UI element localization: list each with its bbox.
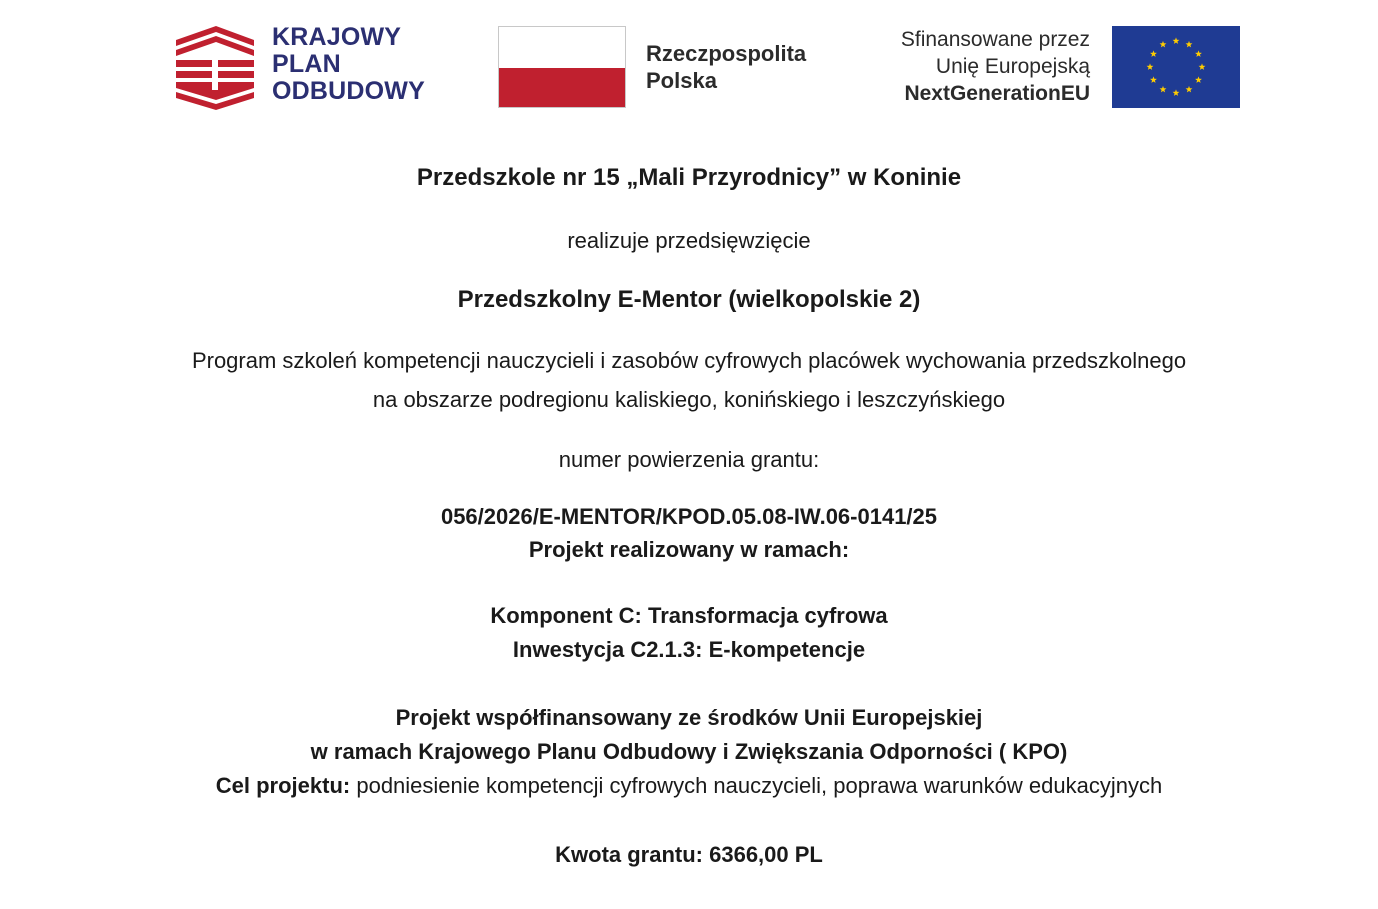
kpo-line-3: ODBUDOWY [272, 77, 425, 105]
grant-number-label: numer powierzenia grantu: [558, 447, 820, 472]
eu-logo [856, 26, 1240, 110]
component-text: Komponent C: Transformacja cyfrowa [490, 603, 888, 628]
kpo-line-1: KRAJOWY [272, 23, 402, 51]
eu-flag-icon [1112, 26, 1240, 108]
goal-text: podniesienie kompetencji cyfrowych nauczycieli, poprawa warunków edukacyjnych [350, 773, 1163, 798]
kpo-line-2: PLAN [272, 50, 341, 78]
realizes-text: realizuje przedsięwzięcie [567, 228, 811, 253]
grant-number: 056/2026/E-MENTOR/KPOD.05.08-IW.06-0141/25 [440, 504, 938, 529]
polish-flag-icon [498, 26, 626, 108]
project-name: Przedszkolny E-Mentor (wielkopolskie 2) [457, 286, 921, 313]
project-goal [0, 773, 1378, 799]
goal-label: Cel projektu: [215, 773, 351, 798]
program-line-1: Program szkoleń kompetencji nauczycieli i zasobów cyfrowych placówek wychowania przedszkolnego [191, 348, 1187, 373]
grant-amount: Kwota grantu: 6366,00 PL [555, 842, 823, 867]
eu-line-2: Unię Europejską [935, 55, 1090, 78]
rp-line-1: Rzeczpospolita [646, 41, 807, 66]
eu-line-3: NextGenerationEU [904, 82, 1090, 105]
realized-within: Projekt realizowany w ramach: [528, 537, 850, 562]
cofinanced-line-1: Projekt współfinansowany ze środków Unii Europejskiej [395, 705, 983, 730]
cofinanced-line-2: w ramach Krajowego Planu Odbudowy i Zwiększania Odporności ( KPO) [310, 739, 1068, 764]
kpo-mark-icon [176, 26, 254, 110]
eu-line-1: Sfinansowane przez [900, 28, 1090, 51]
rp-logo [498, 26, 828, 110]
investment-text: Inwestycja C2.1.3: E-kompetencje [512, 637, 866, 662]
rp-line-2: Polska [646, 68, 717, 93]
program-line-2: na obszarze podregionu kaliskiego, konińskiego i leszczyńskiego [372, 387, 1006, 412]
eu-wordmark [901, 26, 1090, 107]
rp-wordmark [646, 40, 806, 94]
kpo-wordmark [272, 24, 425, 105]
logo-bar [0, 24, 1378, 110]
institution-title: Przedszkole nr 15 „Mali Przyrodnicy” w Koninie [416, 164, 962, 191]
kpo-logo [176, 23, 446, 110]
